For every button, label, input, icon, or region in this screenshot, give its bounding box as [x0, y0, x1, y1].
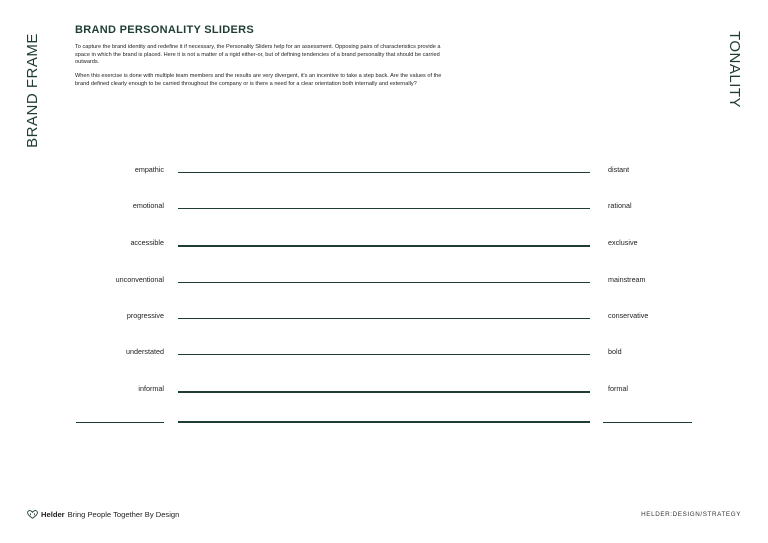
footer-brand	[27, 510, 179, 519]
slider-row	[0, 347, 768, 367]
slider-row	[0, 384, 768, 404]
slider-track[interactable]	[178, 172, 590, 173]
slider-row	[0, 165, 768, 185]
slider-right-label: rational	[608, 201, 632, 210]
slider-track[interactable]	[178, 245, 590, 247]
intro-paragraph-2: When this exercise is done with multiple team members and the results are very divergent, it's an incentive to take a step back. Are the values of the brand defined clearly enough to be carried throughout the company or is there a need for a clear orientation both internally and externally?	[75, 73, 442, 87]
side-label-left	[19, 28, 45, 153]
footer-company: HELDER:DESIGN/STRATEGY	[641, 511, 741, 518]
slider-right-label: distant	[608, 165, 630, 174]
helder-heart-icon	[27, 510, 38, 519]
footer-tagline: Bring People Together By Design	[67, 510, 180, 519]
slider-right-label: exclusive	[608, 238, 638, 247]
page-title: BRAND PERSONALITY SLIDERS	[75, 24, 255, 36]
slider-left-label: understated	[126, 347, 164, 356]
side-label-right	[722, 26, 748, 112]
slider-left-label: empathic	[134, 165, 164, 174]
slider-track[interactable]	[178, 208, 590, 209]
slider-left-label: progressive	[126, 311, 164, 320]
slider-right-label: mainstream	[608, 275, 646, 284]
slider-track[interactable]	[178, 318, 590, 319]
slider-track[interactable]	[178, 391, 590, 393]
slider-right-label: formal	[608, 384, 628, 393]
tonality-label: TONALITY	[726, 30, 744, 108]
slider-left-label: informal	[138, 384, 164, 393]
slider-row	[0, 238, 768, 258]
slider-row	[0, 311, 768, 331]
slider-right-label: bold	[608, 347, 622, 356]
brand-frame-label: BRAND FRAME	[23, 33, 41, 148]
slider-left-label: unconventional	[115, 275, 164, 284]
blank-slider-track[interactable]	[178, 421, 590, 423]
slider-left-label: accessible	[130, 238, 164, 247]
slider-row	[0, 275, 768, 295]
blank-left-field[interactable]	[76, 422, 164, 423]
slider-track[interactable]	[178, 354, 590, 355]
blank-right-field[interactable]	[603, 422, 692, 423]
slider-row	[0, 201, 768, 221]
slider-right-label: conservative	[608, 311, 649, 320]
slider-left-label: emotional	[132, 201, 164, 210]
footer-brand-name: Helder	[41, 510, 65, 519]
slider-track[interactable]	[178, 282, 590, 283]
intro-paragraph-1: To capture the brand identity and redefine it if necessary, the Personality Sliders help for an assessment. Opposing pairs of characteristics provide a space in which the brand is placed. Here it is not a matter of a rigid either-or, but of defining tendencies of a brand personality that should be carried outwards.	[75, 44, 441, 66]
